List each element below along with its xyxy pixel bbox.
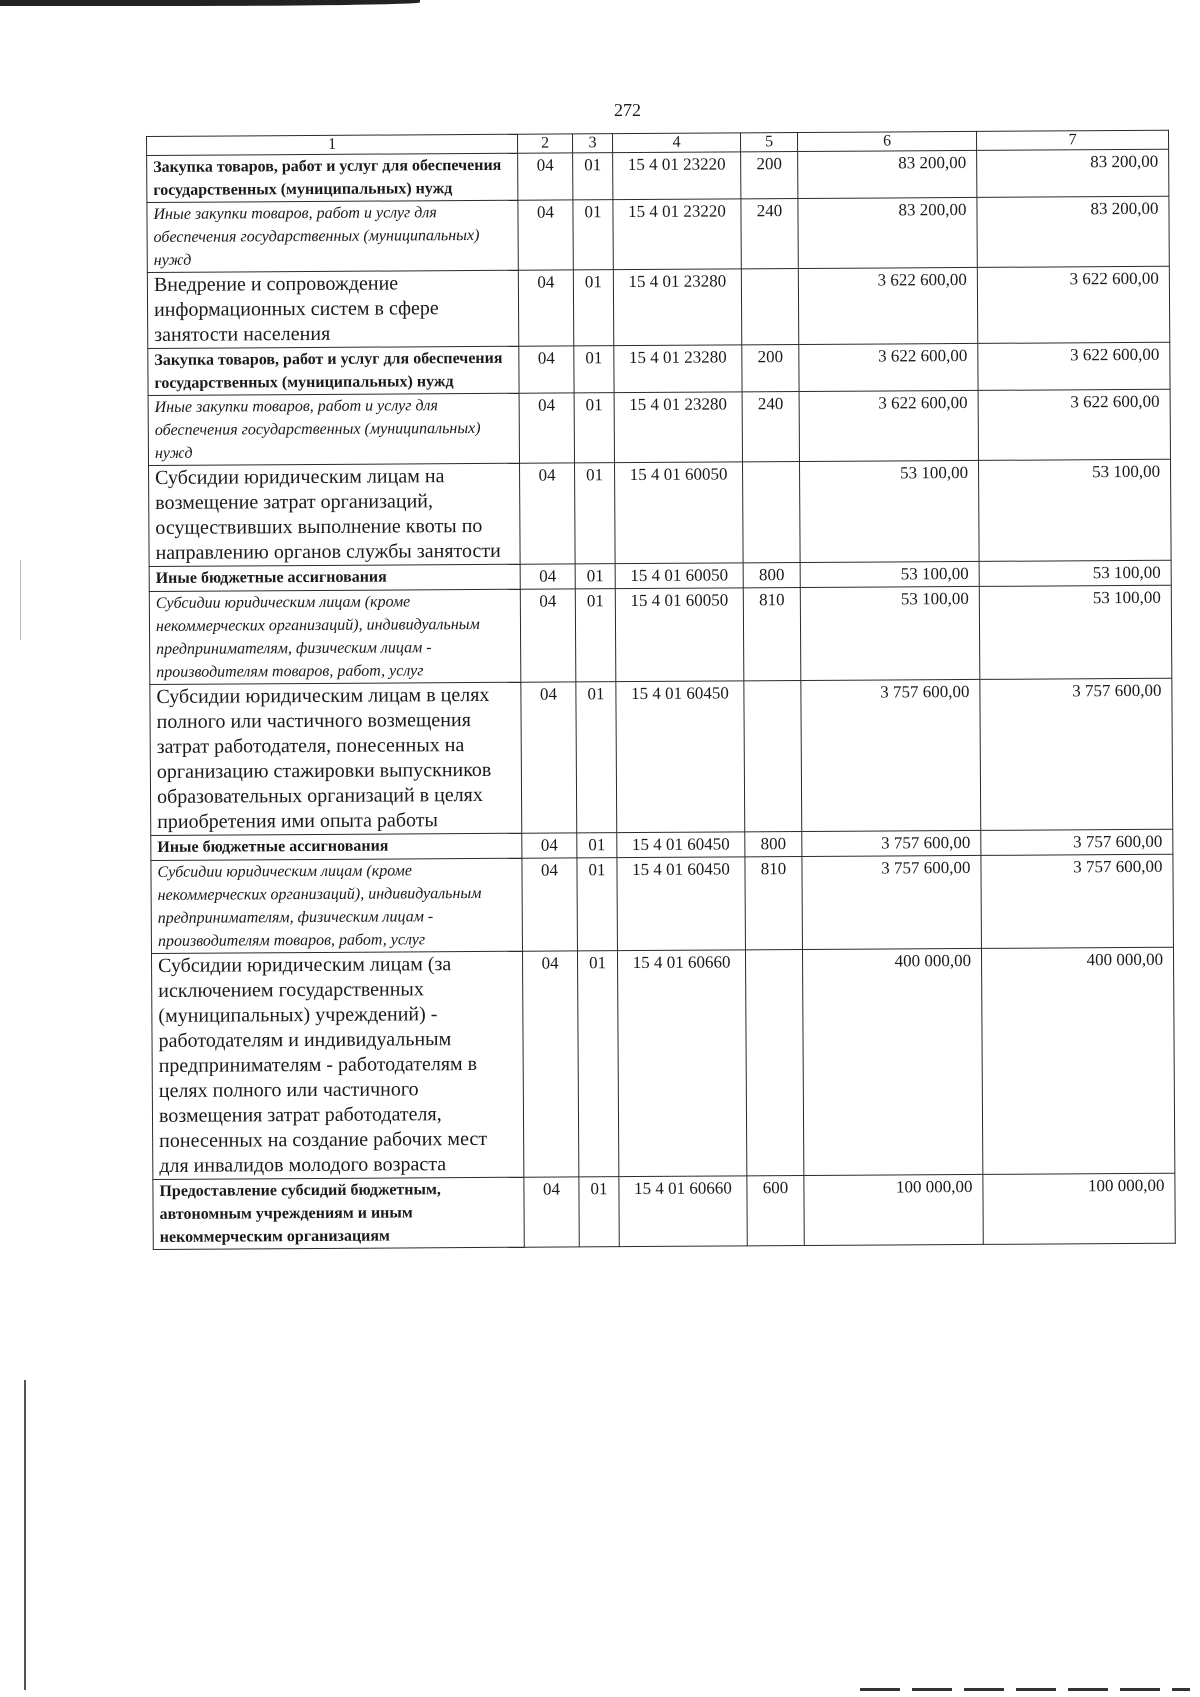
row-amount-col6: 3 622 600,00 [799,390,978,461]
row-expense-type-code [744,681,802,832]
row-expense-type-code: 200 [742,345,799,392]
row-expense-type-code: 200 [741,152,798,199]
scan-margin-line [24,1380,26,1690]
row-section-code: 04 [524,1177,579,1247]
row-subsection-code: 01 [573,200,613,270]
row-description: Иные закупки товаров, работ и услуг для обеспечения государственных (муниципальных) нужд [148,393,519,465]
column-header: 4 [612,133,740,153]
row-amount-col6: 83 200,00 [798,197,977,268]
row-amount-col6: 3 757 600,00 [802,855,982,949]
row-target-article-code: 15 4 01 23220 [613,152,741,200]
row-description: Субсидии юридическим лицам на возмещение затрат организаций, осуществивших выполнение квоты по направлению органов службы занятости [149,463,521,566]
row-expense-type-code: 810 [743,588,801,681]
table-row [147,266,1169,348]
row-description: Внедрение и сопровождение информационных систем в сфере занятости населения [147,270,518,348]
row-description: Закупка товаров, работ и услуг для обеспечения государственных (муниципальных) нужд [147,153,518,202]
row-subsection-code: 01 [574,393,614,463]
row-expense-type-code: 800 [745,832,802,857]
row-expense-type-code: 800 [743,563,800,588]
row-amount-col6: 53 100,00 [800,586,980,680]
table-row [148,389,1170,465]
row-expense-type-code [745,950,803,1176]
row-target-article-code: 15 4 01 23280 [614,345,742,393]
row-description: Иные бюджетные ассигнования [151,833,522,860]
row-amount-col6: 3 622 600,00 [799,343,978,391]
scan-bottom-dash [860,1688,1190,1691]
row-amount-col7: 53 100,00 [979,560,1171,586]
row-target-article-code: 15 4 01 23280 [613,269,741,346]
row-expense-type-code: 810 [745,857,803,950]
row-section-code: 04 [520,463,576,564]
row-expense-type-code: 240 [742,392,799,462]
column-header: 6 [797,131,976,151]
row-subsection-code: 01 [573,270,613,346]
table-row [149,585,1172,684]
row-subsection-code: 01 [577,833,617,858]
row-section-code: 04 [518,200,573,270]
row-amount-col7: 3 757 600,00 [981,854,1174,948]
row-subsection-code: 01 [579,1177,619,1247]
row-amount-col7: 3 622 600,00 [977,266,1169,343]
row-expense-type-code: 600 [747,1176,804,1246]
row-section-code: 04 [520,564,575,589]
row-subsection-code: 01 [573,153,613,200]
row-subsection-code: 01 [577,858,618,951]
row-section-code: 04 [519,346,574,393]
row-expense-type-code [743,462,801,563]
row-amount-col6: 3 757 600,00 [802,830,981,856]
row-expense-type-code [741,269,798,345]
scan-artifact-bar [0,0,420,6]
row-section-code: 04 [518,270,573,346]
row-description: Иные бюджетные ассигнования [149,564,520,591]
row-target-article-code: 15 4 01 60450 [616,681,745,833]
table-row [151,947,1174,1179]
table-row [148,342,1170,395]
row-amount-col6: 100 000,00 [804,1174,983,1245]
row-description: Иные закупки товаров, работ и услуг для обеспечения государственных (муниципальных) нужд [147,200,518,272]
table-row [147,149,1169,202]
row-description: Субсидии юридическим лицам в целях полного или частичного возмещения затрат работодателя, понесенных на организацию стажировки выпускников образовательных организаций в целях приобретения ими опыта работы [150,682,522,835]
column-header: 3 [572,134,612,153]
row-expense-type-code: 240 [741,199,798,269]
row-target-article-code: 15 4 01 23280 [614,392,742,463]
row-section-code: 04 [518,153,573,200]
row-section-code: 04 [522,858,578,951]
column-header: 7 [976,130,1168,150]
table-row [153,1173,1175,1249]
table-row [150,678,1173,835]
row-subsection-code: 01 [575,564,615,589]
row-amount-col7: 3 757 600,00 [980,678,1173,830]
page-number: 272 [614,100,641,120]
row-subsection-code: 01 [575,589,616,682]
row-amount-col7: 400 000,00 [981,947,1174,1174]
row-subsection-code: 01 [577,951,618,1177]
column-header: 1 [147,134,518,155]
row-amount-col7: 3 622 600,00 [978,342,1170,390]
row-target-article-code: 15 4 01 60050 [615,563,743,589]
row-description: Предоставление субсидий бюджетным, автономным учреждениям и иным некоммерческим организациям [153,1177,524,1249]
row-target-article-code: 15 4 01 60660 [617,950,746,1177]
row-amount-col6: 3 622 600,00 [798,267,977,344]
row-amount-col7: 3 757 600,00 [981,829,1173,855]
row-section-code: 04 [522,833,577,858]
row-section-code: 04 [520,589,576,682]
row-target-article-code: 15 4 01 23220 [613,199,741,270]
row-target-article-code: 15 4 01 60450 [617,857,746,951]
row-target-article-code: 15 4 01 60660 [619,1176,747,1247]
row-amount-col6: 53 100,00 [800,561,979,587]
row-amount-col7: 3 622 600,00 [978,389,1170,460]
table-row [151,854,1174,953]
row-amount-col6: 83 200,00 [798,150,977,198]
table-row [149,459,1172,566]
budget-table-body [147,130,1176,1249]
row-target-article-code: 15 4 01 60050 [615,588,744,682]
scan-margin-mark [20,560,21,640]
row-section-code: 04 [522,951,578,1177]
row-amount-col6: 53 100,00 [800,460,980,562]
row-subsection-code: 01 [576,682,617,833]
row-amount-col6: 3 757 600,00 [801,679,981,831]
row-amount-col7: 53 100,00 [978,459,1171,561]
row-description: Закупка товаров, работ и услуг для обеспечения государственных (муниципальных) нужд [148,346,519,395]
table-row [147,196,1169,272]
row-description: Субсидии юридическим лицам (за исключением государственных (муниципальных) учреждений) - работодателям и индивидуальным предпринимателям - работодателям в целях полного или частичного возмещения затрат работодателя, понесенных на создание рабочих мест для инвалидов молодого возраста [151,951,523,1179]
row-subsection-code: 01 [574,346,614,393]
column-header: 2 [517,134,572,153]
row-section-code: 04 [521,682,577,833]
row-description: Субсидии юридическим лицам (кроме некоммерческих организаций), индивидуальным предпринимателям, физическим лицам - производителям товаров, работ, услуг [151,858,523,953]
row-section-code: 04 [519,393,574,463]
row-amount-col6: 400 000,00 [802,948,982,1175]
row-target-article-code: 15 4 01 60450 [617,832,745,858]
budget-table [146,130,1176,1250]
row-subsection-code: 01 [575,463,616,564]
row-amount-col7: 100 000,00 [983,1173,1175,1244]
row-description: Субсидии юридическим лицам (кроме некоммерческих организаций), индивидуальным предпринимателям, физическим лицам - производителям товаров, работ, услуг [149,589,521,684]
row-amount-col7: 83 200,00 [977,196,1169,267]
row-amount-col7: 83 200,00 [977,149,1169,197]
row-target-article-code: 15 4 01 60050 [615,462,744,564]
row-amount-col7: 53 100,00 [979,585,1172,679]
column-header: 5 [740,133,797,152]
